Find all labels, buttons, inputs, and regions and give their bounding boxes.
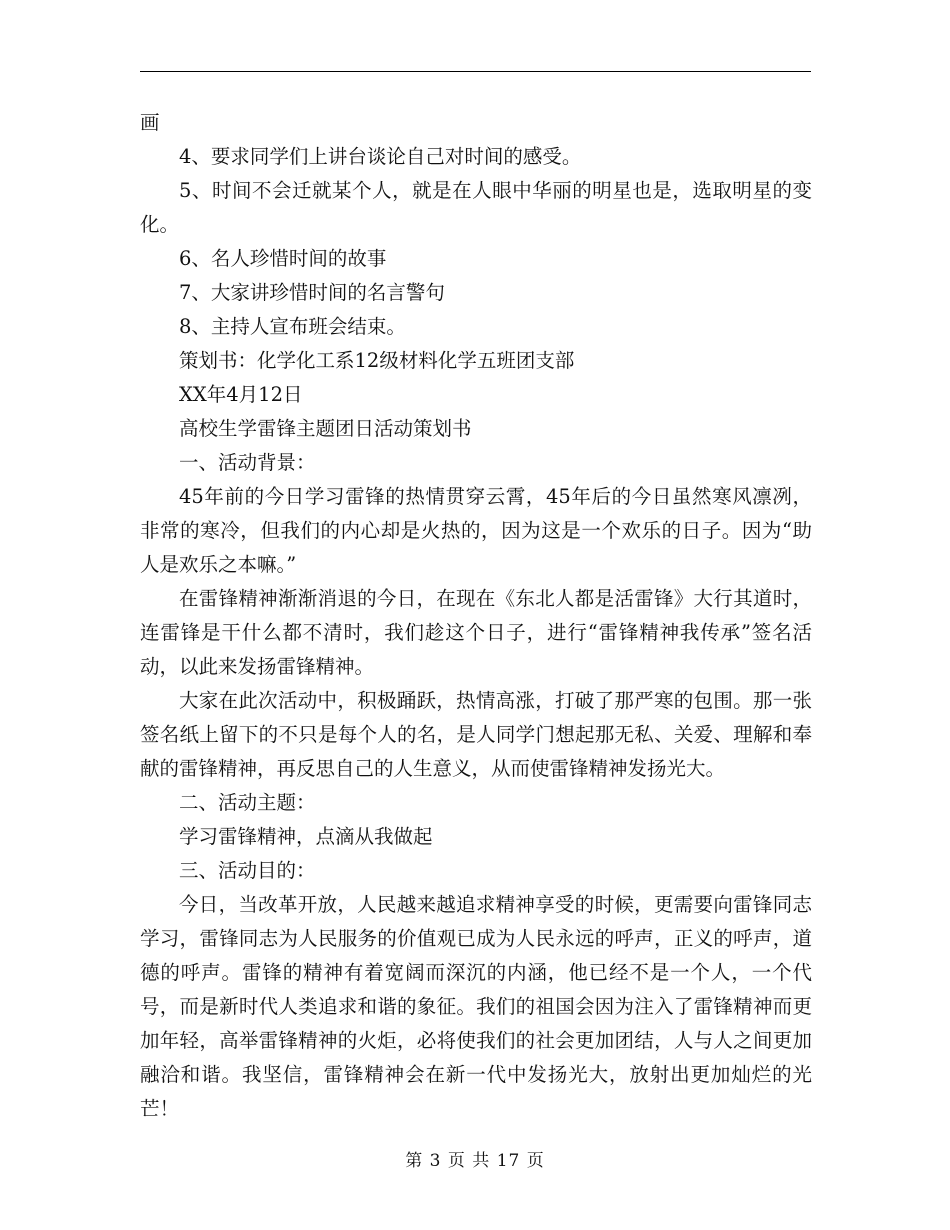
paragraph: 在雷锋精神渐渐消退的今日，在现在《东北人都是活雷锋》大行其道时，连雷锋是干什么都不清时，我们趁这个日子，进行“雷锋精神我传承”签名活动，以此来发扬雷锋精神。 [140,587,812,678]
paragraph: 策划书：化学化工系12级材料化学五班团支部 [179,349,575,372]
paragraph: 大家在此次活动中，积极踊跃，热情高涨，打破了那严寒的包围。那一张签名纸上留下的不只是每个人的名，是人同学门想起那无私、关爱、理解和奉献的雷锋精神，再反思自己的人生意义，从而使雷锋精神发扬光大。 [140,689,812,780]
paragraph: 高校生学雷锋主题团日活动策划书 [179,417,472,440]
page-number: 第 3 页 共 17 页 [405,1151,545,1171]
paragraph: 5、时间不会迁就某个人，就是在人眼中华丽的明星也是，选取明星的变化。 [140,179,812,236]
paragraph: 三、活动目的： [179,859,316,882]
paragraph: 二、活动主题： [179,791,316,814]
document-body [140,106,812,1126]
paragraph: 学习雷锋精神，点滴从我做起 [179,825,433,848]
paragraph: 今日，当改革开放，人民越来越追求精神享受的时候，更需要向雷锋同志学习，雷锋同志为人民服务的价值观已成为人民永远的呼声，正义的呼声，道德的呼声。雷锋的精神有着宽阔而深沉的内涵，他已经不是一个人，一个代号，而是新时代人类追求和谐的象征。我们的祖国会因为注入了雷锋精神而更加年轻，高举雷锋精神的火炬，必将使我们的社会更加团结，人与人之间更加融洽和谐。我坚信，雷锋精神会在新一代中发扬光大，放射出更加灿烂的光芒！ [140,893,812,1120]
paragraph: 4、要求同学们上讲台谈论自己对时间的感受。 [179,145,582,168]
paragraph: XX年4月12日 [179,383,303,406]
paragraph: 一、活动背景： [179,451,316,474]
header-rule [140,71,811,72]
paragraph: 8、主持人宣布班会结束。 [179,315,406,338]
paragraph: 7、大家讲珍惜时间的名言警句 [179,281,445,304]
paragraph: 画 [140,111,160,134]
paragraph: 45年前的今日学习雷锋的热情贯穿云霄，45年后的今日虽然寒风凛冽，非常的寒冷，但我们的内心却是火热的，因为这是一个欢乐的日子。因为“助人是欢乐之本嘛。” [140,485,812,576]
paragraph: 6、名人珍惜时间的故事 [179,247,387,270]
